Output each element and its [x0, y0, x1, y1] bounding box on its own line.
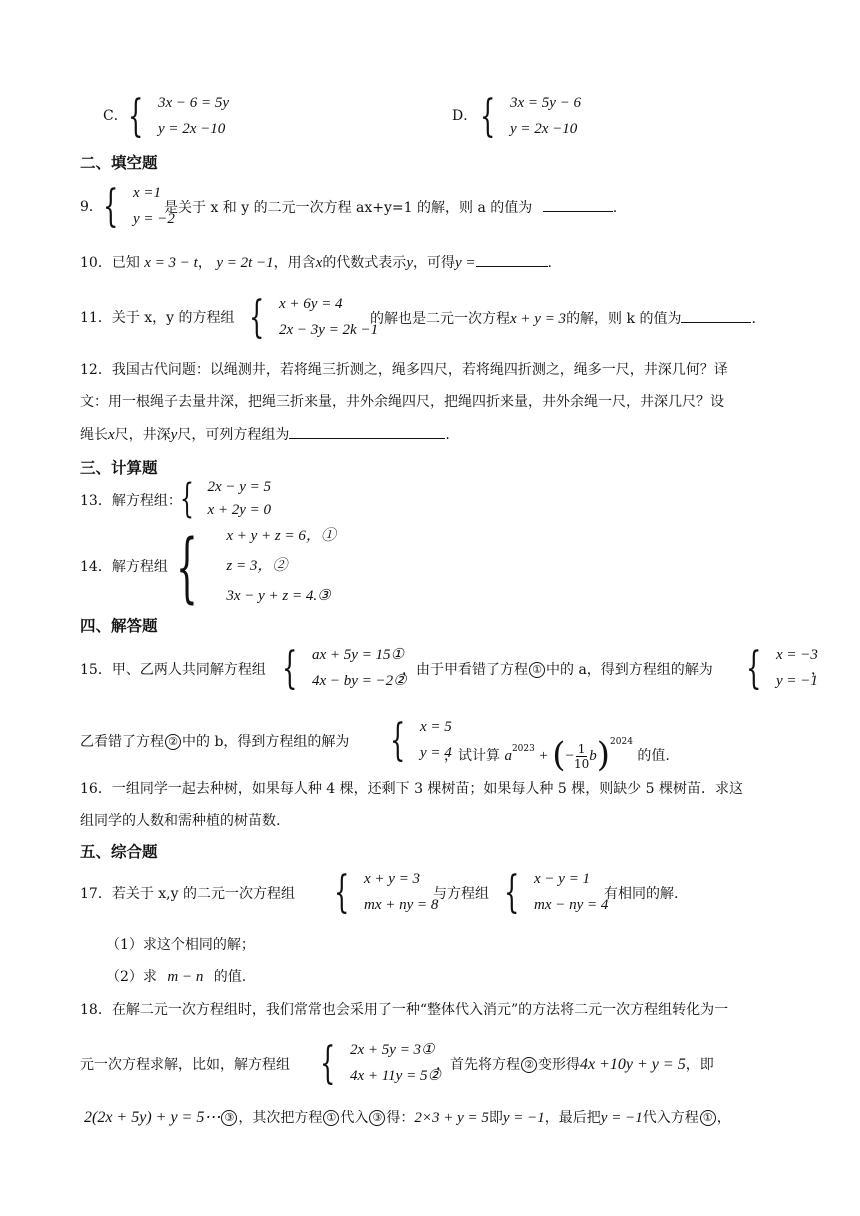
q18-line2-rest	[436, 1055, 714, 1075]
section-title-comprehensive: 五、综合题	[80, 843, 158, 861]
q15-sol-b-y: y = 4	[420, 745, 452, 761]
q10-text: ，	[197, 255, 212, 271]
q10-text: 的代数式表示	[322, 255, 407, 271]
q15-text: 乙看错了方程	[80, 734, 164, 750]
q18-eq1: 2x + 5y = 3①	[350, 1042, 435, 1058]
q11-eq2: 2x − 3y = 2k −1	[279, 322, 379, 338]
q11-text: 的解，则 k 的值为	[566, 311, 682, 327]
q12-text: 尺，井深	[114, 427, 171, 443]
q15-comma: ，	[811, 662, 825, 678]
q14-eq2: z = 3，②	[226, 558, 288, 574]
q12-line2: 文：用一根绳子去量井深，把绳三折来量，井外余绳四尺，把绳四折来量，井外余绳一尺，井深几尺？设	[80, 394, 724, 410]
q18-circled-3: ③	[221, 1110, 237, 1126]
left-brace-icon: {	[334, 866, 350, 918]
q14-system	[176, 521, 336, 611]
q10-var-x: x	[315, 255, 323, 271]
q12-text: 尺，可列方程组为	[177, 427, 290, 443]
q15-sol-a-y: y = −1	[776, 673, 818, 689]
q9-eq2: y = −2	[133, 211, 175, 227]
q18-circled-2: ②	[521, 1057, 537, 1073]
option-c-eq2: y = 2x −10	[158, 121, 226, 137]
q12-text: 绳长	[80, 427, 108, 443]
q18-line1: 18．在解二元一次方程组时，我们常常也会采用了一种“整体代入消元”的方法将二元一次方程组转化为一	[80, 1002, 729, 1018]
q17-eq4: mx − ny = 4	[534, 897, 609, 913]
q15-eq2: 4x − by = −2②	[312, 673, 407, 689]
section-title-answer: 四、解答题	[80, 617, 158, 635]
left-brace-icon: {	[390, 714, 406, 766]
q15-text: 中的 b，得到方程组的解为	[182, 734, 350, 750]
q15-text: ，由于甲看错了方程	[402, 662, 528, 678]
q15-system	[282, 642, 407, 694]
q17-sub2-expr: m − n	[167, 969, 204, 985]
q18-text: ，即	[685, 1057, 714, 1073]
q17-eq3: x − y = 1	[534, 871, 591, 887]
q9-eq1: x =1	[133, 185, 162, 201]
q12-answer-blank	[289, 424, 445, 439]
q11-system	[249, 291, 379, 343]
option-c-system	[128, 90, 230, 142]
q10-text: ，用含	[273, 255, 316, 271]
option-c-label: C．	[103, 108, 128, 124]
q15-text: 中的 a，得到方程组的解为	[546, 662, 713, 678]
q15-text: 的值.	[637, 748, 670, 764]
left-brace-icon: {	[128, 90, 144, 142]
q9-number: 9．	[80, 199, 103, 215]
q17-system-1	[334, 866, 439, 918]
q11-answer-blank	[681, 308, 751, 323]
q18-text: ，首先将方程	[436, 1057, 520, 1073]
q15-plus: +	[539, 748, 548, 764]
q14-eq1: x + y + z = 6，①	[226, 528, 336, 544]
q15-power-base: a	[504, 748, 512, 764]
q18-expr: 2×3 + y = 5	[414, 1110, 489, 1126]
left-brace-icon: {	[320, 1037, 336, 1089]
q18-eq2: 4x + 11y = 5②	[350, 1068, 441, 1084]
q17-sub2	[106, 967, 246, 987]
q18-text: 代入方程	[642, 1110, 699, 1126]
q14-number: 14．解方程组	[80, 559, 168, 575]
q11-text: 的解也是二元一次方程	[370, 311, 510, 327]
q11-end: .	[751, 311, 756, 327]
q17-sub1: （1）求这个相同的解；	[106, 937, 255, 953]
q10-answer-blank	[476, 252, 548, 267]
option-c-eq1: 3x − 6 = 5y	[158, 95, 230, 111]
left-brace-icon: {	[282, 642, 298, 694]
q15-frac-num: 1	[577, 741, 586, 756]
left-brace-icon: {	[504, 866, 520, 918]
q9-text: 是关于 x 和 y 的二元一次方程 ax+y=1 的解，则 a 的值为	[164, 200, 533, 216]
q15-number: 15．甲、乙两人共同解方程组	[80, 662, 266, 678]
q9-answer-blank	[543, 197, 613, 212]
q18-text: ，其次把方程	[238, 1110, 323, 1126]
q18-line2-start: 元一次方程求解，比如，解方程组	[80, 1057, 290, 1073]
q10-var-y: y	[406, 255, 413, 271]
q17-eq1: x + y = 3	[364, 871, 421, 887]
q11-eq1: x + 6y = 4	[279, 296, 343, 312]
q18-expr: 4x +10y + y = 5	[580, 1056, 686, 1073]
q12-var-x: x	[108, 427, 115, 443]
q15-var-b: b	[589, 748, 597, 764]
q18-text: 即	[488, 1110, 503, 1126]
q15-exponent-2: 2024	[610, 737, 633, 747]
q17-system-2	[504, 866, 609, 918]
q18-circled-3: ③	[369, 1110, 385, 1126]
q15-line2-rest: ，试计算 $a^{2023}$ + (− $\frac{1}{10}$ b)$^{2024}$ 的值.	[444, 735, 670, 775]
q15-fraction	[574, 742, 589, 771]
q15-line1-rest	[402, 660, 713, 680]
q18-text: ，最后把	[544, 1110, 601, 1126]
left-brace-icon: {	[180, 476, 194, 522]
q18-text: 得：	[386, 1110, 415, 1126]
q15-solution-a	[746, 642, 818, 694]
q12-line3	[80, 424, 450, 445]
q10-expr-y: y = 2t −1	[216, 255, 274, 271]
q13-eq1: 2x − y = 5	[207, 479, 272, 495]
option-d-eq2: y = 2x −10	[510, 121, 578, 137]
q10-number: 10．已知	[80, 255, 140, 271]
q10-answer-prefix: y =	[454, 255, 476, 271]
q18-text: 代入	[340, 1110, 369, 1126]
q10-end: .	[547, 255, 552, 271]
q15-frac-den: 10	[573, 756, 590, 771]
left-paren-icon: (	[552, 735, 566, 775]
q18-expr: y = −1	[502, 1110, 545, 1126]
q15-circled-2: ②	[165, 734, 181, 750]
q18-text: ，	[716, 1110, 731, 1126]
q10-line	[80, 252, 552, 273]
q17-text: 与方程组	[433, 886, 489, 902]
q16-line1: 16．一组同学一起去种树，如果每人种 4 棵，还剩下 3 棵树苗；如果每人种 5 棵，则缺少 5 棵树苗．求这	[80, 781, 744, 797]
section-title-fill-in: 二、填空题	[80, 154, 158, 172]
q15-solution-b	[390, 714, 452, 766]
q18-circled-1: ①	[700, 1110, 716, 1126]
q11-rest	[370, 308, 756, 329]
q9-end: .	[612, 200, 618, 216]
left-brace-icon: {	[480, 90, 496, 142]
q18-expr: y = −1	[600, 1110, 643, 1126]
q15-text: ，试计算	[444, 748, 500, 764]
q12-var-y: y	[170, 427, 178, 443]
q12-line1: 12．我国古代问题：以绳测井，若将绳三折测之，绳多四尺，若将绳四折测之，绳多一尺，井深几何？译	[80, 362, 728, 378]
section-title-calculation: 三、计算题	[80, 459, 158, 477]
q18-expr: 2(2x + 5y) + y = 5⋯	[84, 1109, 221, 1126]
q11-number: 11．关于 x，y 的方程组	[80, 310, 235, 326]
q18-circled-1: ①	[323, 1110, 339, 1126]
q17-text: 有相同的解.	[604, 886, 679, 902]
option-d-eq1: 3x = 5y − 6	[510, 95, 582, 111]
q18-text: 变形得	[538, 1057, 580, 1073]
left-brace-icon: {	[103, 180, 119, 232]
option-d-label: D．	[452, 108, 478, 124]
q15-sol-a-x: x = −3	[776, 647, 818, 663]
q16-line2: 组同学的人数和需种植的树苗数.	[80, 813, 281, 829]
q11-expr: x + y = 3	[510, 311, 567, 327]
q17-number: 17．若关于 x,y 的二元一次方程组	[80, 886, 295, 902]
q17-eq2: mx + ny = 8	[364, 897, 439, 913]
q15-exponent-1: 2023	[511, 744, 535, 754]
q15-line2-start	[80, 732, 349, 752]
q15-circled-1: ①	[529, 662, 545, 678]
left-brace-icon: {	[746, 642, 762, 694]
q10-text: ，可得	[412, 255, 455, 271]
q14-eq3: 3x − y + z = 4.③	[226, 588, 331, 604]
q10-expr-x: x = 3 − t	[144, 255, 198, 271]
q13-system	[180, 478, 271, 520]
q15-sol-b-x: x = 5	[420, 719, 452, 735]
right-paren-icon: )	[596, 735, 611, 775]
q13-number: 13．解方程组：	[80, 493, 182, 509]
q12-end: .	[445, 427, 450, 443]
q18-line3	[84, 1108, 731, 1128]
q17-sub2-text: （2）求	[106, 969, 157, 985]
option-d-system	[480, 90, 582, 142]
q15-eq1: ax + 5y = 15①	[312, 647, 405, 663]
q18-system	[320, 1037, 441, 1089]
q17-sub2-text: 的值.	[213, 969, 247, 985]
left-brace-icon: {	[249, 291, 265, 343]
left-brace-icon: {	[176, 521, 198, 611]
q13-eq2: x + 2y = 0	[207, 502, 272, 518]
